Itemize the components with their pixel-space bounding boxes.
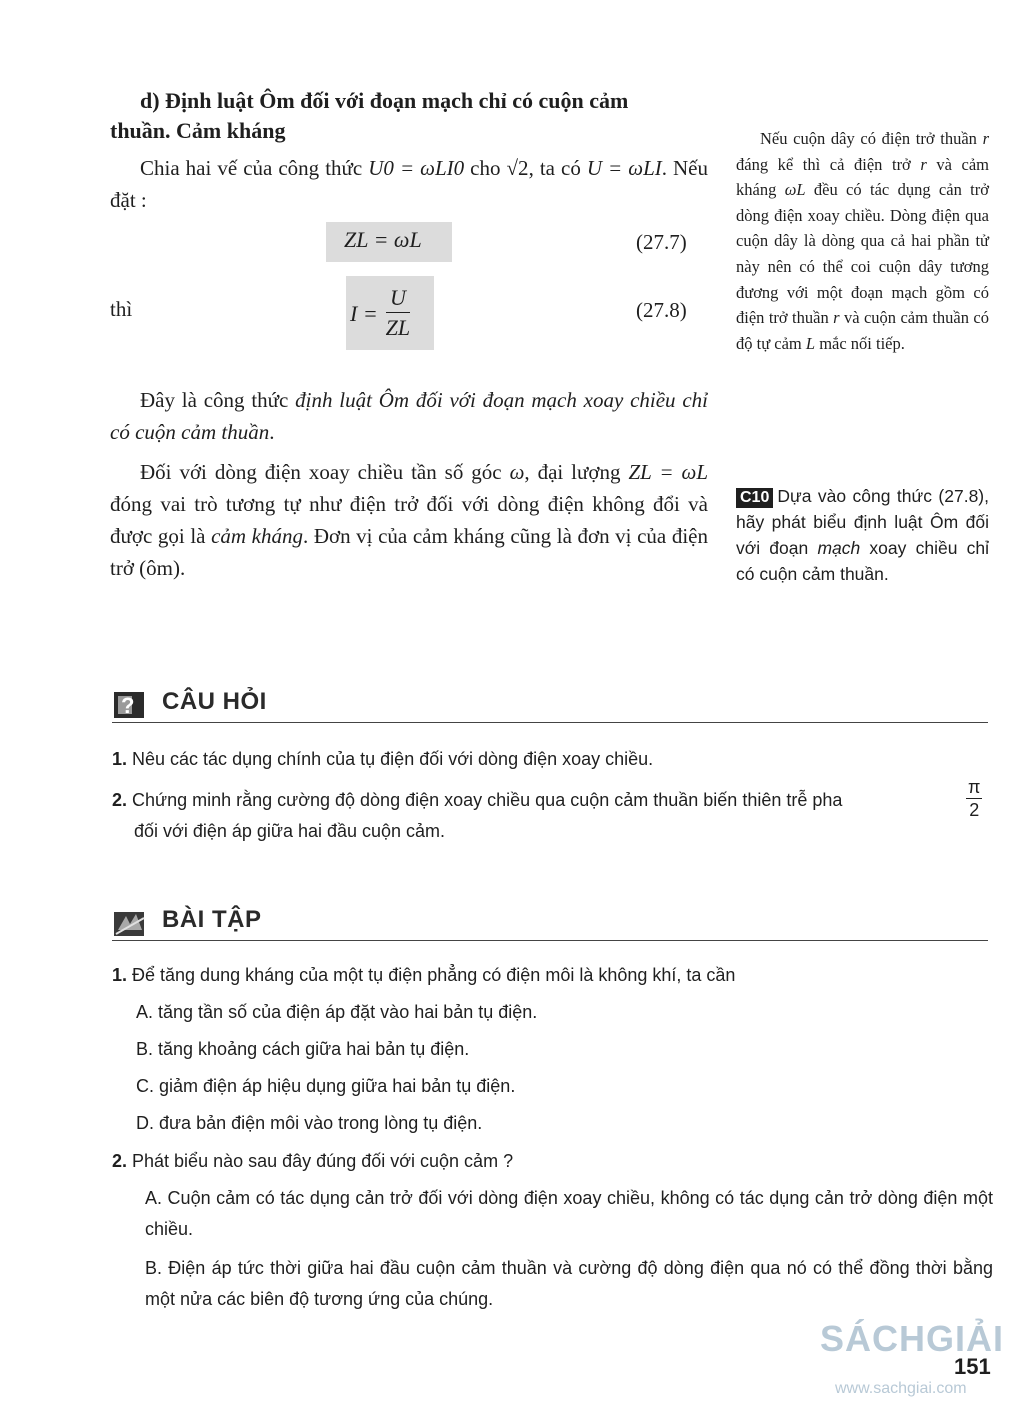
page-number: 151 xyxy=(954,1354,991,1379)
formula-u0: U0 = ωLI0 xyxy=(368,156,465,180)
question-icon xyxy=(112,688,148,720)
fraction-numerator: U xyxy=(386,284,410,313)
watermark-brand: SÁCHGIẢI xyxy=(820,1318,1005,1359)
equation-27-8-box xyxy=(346,276,434,350)
formula-zl: ZL = ωL xyxy=(628,460,708,484)
question-1: 1. Nêu các tác dụng chính của tụ điện đối với dòng điện xoay chiều. xyxy=(112,749,654,769)
exercise-2: 2. Phát biểu nào sau đây đúng đối với cuộn cảm ? xyxy=(112,1151,514,1171)
equation-27-7-number: (27.7) xyxy=(636,230,687,254)
fraction-denominator: ZL xyxy=(385,315,411,340)
section-d-heading xyxy=(110,86,710,146)
exercise-1-option-b: B. tăng khoảng cách giữa hai bản tụ điện. xyxy=(136,1039,470,1059)
svg-text:?: ? xyxy=(121,693,135,718)
side-note: Nếu cuộn dây có điện trở thuần r đáng kể thì cả điện trở r và cảm kháng ωL đều có tác dụng cản trở dòng điện xoay chiều. Dòng điện qua cuộn dây là dòng qua cả hai phần tử này nên có thể coi cuộn dây tương đương với một đoạn mạch gồm có điện trở thuần r và cuộn cảm thuần có độ tự cảm L mắc nối tiếp. xyxy=(736,129,989,353)
exercise-1: 1. Để tăng dung kháng của một tụ điện phẳng có điện môi là không khí, ta cần xyxy=(112,965,736,985)
equation-27-8-fraction xyxy=(382,284,414,343)
question-2-line-2: đối với điện áp giữa hai đầu cuộn cảm. xyxy=(134,821,446,841)
equation-27-7: ZL = ωL xyxy=(344,227,422,252)
heading-line-1: d) Định luật Ôm đối với đoạn mạch chỉ có cuộn cảm xyxy=(140,88,629,113)
paragraph-2: Đây là công thức định luật Ôm đối với đoạn mạch xoay chiều chỉ có cuộn cảm thuần. xyxy=(110,388,708,444)
bai-tap-header xyxy=(112,904,988,941)
exercise-2-option-b: B. Điện áp tức thời giữa hai đầu cuộn cảm thuần và cường độ dòng điện qua nó có thể đồng thời bằng một nửa các biên độ tương ứng của chúng. xyxy=(145,1258,993,1309)
exercise-1-option-d: D. đưa bản điện môi vào trong lòng tụ điện. xyxy=(136,1113,483,1133)
exercise-1-option-a: A. tăng tần số của điện áp đặt vào hai bản tụ điện. xyxy=(136,1002,538,1022)
watermark-url: www.sachgiai.com xyxy=(835,1380,967,1397)
formula-u: U = ωLI xyxy=(586,156,662,180)
exercise-icon xyxy=(112,906,148,938)
paragraph-1: Chia hai vế của công thức U0 = ωLI0 cho √2, ta có U = ωLI. Nếu đặt : xyxy=(110,156,709,212)
paragraph-3: Đối với dòng điện xoay chiều tần số góc ω, đại lượng ZL = ωL đóng vai trò tương tự như điện trở đối với dòng điện không đổi và được gọi là cảm kháng. Đơn vị của cảm kháng cũng là đơn vị của điện trở (ôm). xyxy=(110,460,708,580)
equation-27-7-box xyxy=(326,222,452,262)
pi-over-2: π 2 xyxy=(968,777,981,820)
cau-hoi-header xyxy=(112,686,988,723)
cau-hoi-title: CÂU HỎI xyxy=(162,688,267,715)
c10-question: C10 Dựa vào công thức (27.8), hãy phát biểu định luật Ôm đối với đoạn mạch xoay chiều chỉ có cuộn cảm thuần. xyxy=(736,486,989,584)
equation-27-8-number: (27.8) xyxy=(636,298,687,322)
c10-badge: C10 xyxy=(736,488,773,508)
exercise-1-option-c: C. giảm điện áp hiệu dụng giữa hai bản tụ điện. xyxy=(136,1076,516,1096)
equation-27-8-lhs: I = xyxy=(350,300,378,326)
formula-sqrt2: √2 xyxy=(506,156,529,180)
question-2: 2. Chứng minh rằng cường độ dòng điện xoay chiều qua cuộn cảm thuần biến thiên trễ pha xyxy=(112,790,843,810)
then-word: thì xyxy=(110,297,133,321)
exercise-2-option-a: A. Cuộn cảm có tác dụng cản trở đối với dòng điện xoay chiều, không có tác dụng cản trở dòng điện một chiều. xyxy=(145,1188,993,1239)
bai-tap-title: BÀI TẬP xyxy=(162,906,262,933)
heading-line-2: thuần. Cảm kháng xyxy=(110,118,286,143)
